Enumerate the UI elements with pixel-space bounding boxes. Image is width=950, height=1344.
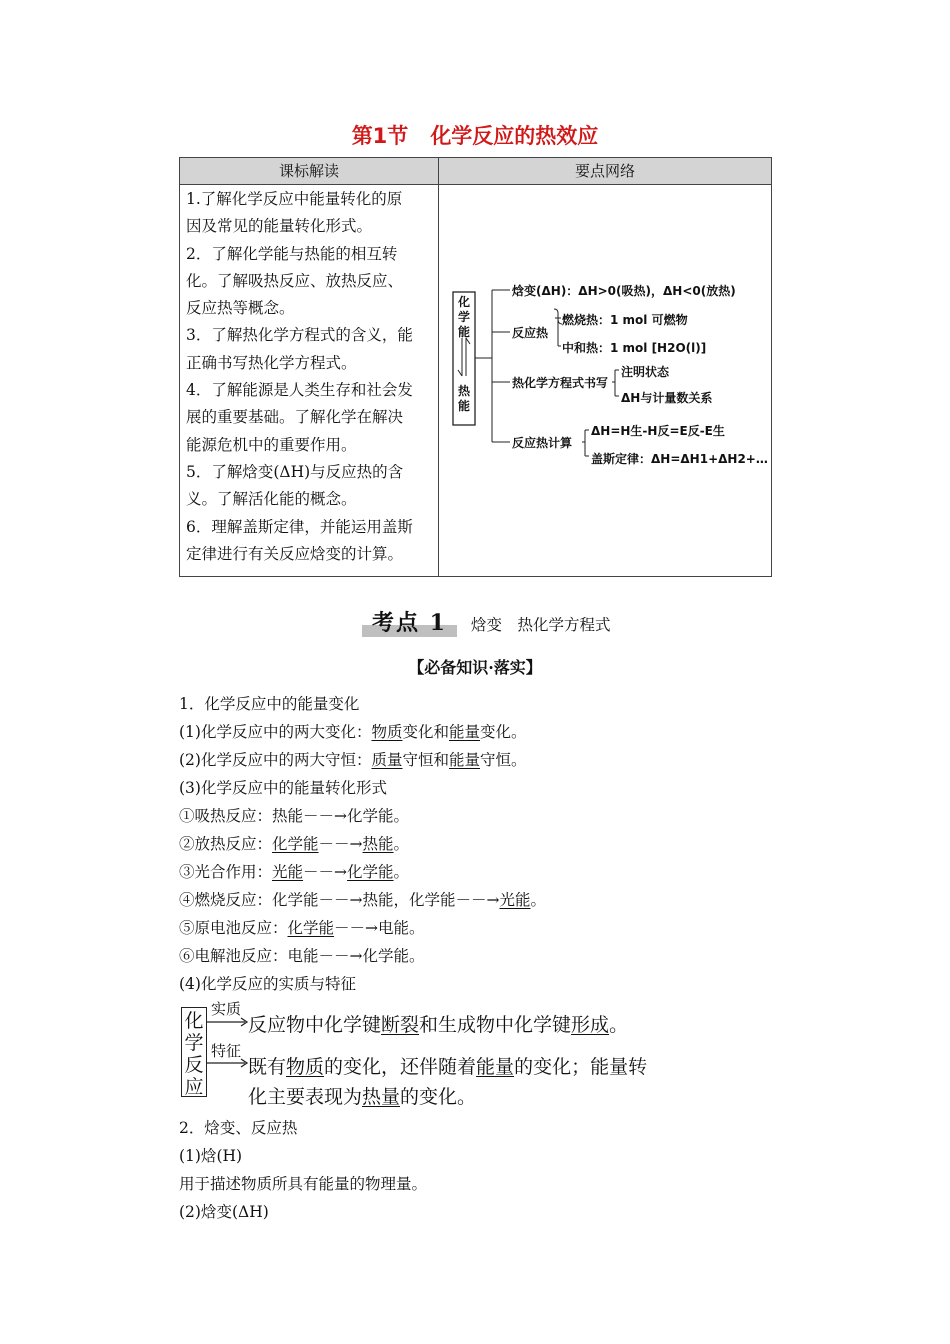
chemical-reaction-box: 化学反应 xyxy=(181,1007,207,1097)
knowledge-heading: 【必备知识·落实】 xyxy=(408,658,542,677)
chemical-energy-label: 化学能 xyxy=(458,295,471,339)
standards-line: 展的重要基础。了解化学在解决 xyxy=(186,408,404,427)
standards-line: 义。了解活化能的概念。 xyxy=(186,490,357,509)
standards-line: 正确书写热化学方程式。 xyxy=(186,353,357,372)
combustion-heat-node: 燃烧热：1 mol 可燃物 xyxy=(562,313,688,327)
network-diagram xyxy=(452,280,768,470)
standards-line: 因及常见的能量转化形式。 xyxy=(186,217,373,236)
standards-line: 2．了解化学能与热能的相互转 xyxy=(186,244,398,263)
body-line: 用于描述物质所具有能量的物理量。 xyxy=(179,1175,428,1193)
body-line: 2．焓变、反应热 xyxy=(179,1119,298,1137)
hess-law-node: 盖斯定律：ΔH=ΔH1+ΔH2+… xyxy=(591,452,768,466)
body-line: (1)焓(H) xyxy=(179,1147,243,1165)
feature-label: 特征 xyxy=(211,1042,242,1060)
body-line: ③光合作用：光能－－→化学能。 xyxy=(179,863,410,881)
col-header-standards: 课标解读 xyxy=(180,158,438,185)
essence-label: 实质 xyxy=(211,1000,242,1018)
coefficient-node: ΔH与计量数关系 xyxy=(621,391,713,405)
body-line: ⑤原电池反应：化学能－－→电能。 xyxy=(179,919,425,937)
neutralization-heat-node: 中和热：1 mol [H2O(l)] xyxy=(562,341,707,355)
standards-line: 1.了解化学反应中能量转化的原 xyxy=(186,190,403,208)
standards-line: 6．理解盖斯定律，并能运用盖斯 xyxy=(186,517,413,536)
exam-point-label: 考点 1 xyxy=(362,606,457,637)
standards-line: 3．了解热化学方程式的含义，能 xyxy=(186,326,413,345)
body-line: (3)化学反应中的能量转化形式 xyxy=(179,779,387,797)
heat-calc-node: 反应热计算 xyxy=(512,436,573,450)
standards-line: 定律进行有关反应焓变的计算。 xyxy=(186,544,404,563)
body-line: (2)焓变(ΔH) xyxy=(179,1203,269,1221)
body-line: (1)化学反应中的两大变化：物质变化和能量变化。 xyxy=(179,723,527,741)
body-line: ⑥电解池反应：电能－－→化学能。 xyxy=(179,947,425,965)
body-line: ①吸热反应：热能－－→化学能。 xyxy=(179,807,409,825)
standards-line: 化。了解吸热反应、放热反应、 xyxy=(186,271,404,290)
feature-text-cont: 化主要表现为热量的变化。 xyxy=(248,1086,477,1108)
section-name: 化学反应的热效应 xyxy=(430,124,599,148)
body-line: (2)化学反应中的两大守恒：质量守恒和能量守恒。 xyxy=(179,751,527,769)
body-line: ④燃烧反应：化学能－－→热能，化学能－－→光能。 xyxy=(179,891,547,909)
state-note-node: 注明状态 xyxy=(621,365,670,379)
heat-energy-label: 热能 xyxy=(458,384,471,413)
thermo-equation-node: 热化学方程式书写 xyxy=(512,376,609,390)
standards-list xyxy=(186,186,434,568)
col-header-network: 要点网络 xyxy=(439,158,771,185)
standards-line: 4．了解能源是人类生存和社会发 xyxy=(186,381,413,400)
body-line: (4)化学反应的实质与特征 xyxy=(179,975,356,993)
standards-line: 5．了解焓变(ΔH)与反应热的含 xyxy=(186,462,404,481)
column-divider xyxy=(438,158,439,576)
exam-point-heading xyxy=(362,606,610,637)
section-number: 第1节 xyxy=(351,124,409,148)
standards-line: 能源危机中的重要作用。 xyxy=(186,435,357,454)
enthalpy-change-node: 焓变(ΔH)：ΔH>0(吸热)，ΔH<0(放热) xyxy=(512,284,736,298)
standards-line: 反应热等概念。 xyxy=(186,299,295,318)
body-line: ②放热反应：化学能－－→热能。 xyxy=(179,835,410,853)
reaction-heat-node: 反应热 xyxy=(512,326,549,340)
delta-h-formula-node: ΔH=H生-H反=E反-E生 xyxy=(591,424,725,438)
exam-point-topic: 焓变 热化学方程式 xyxy=(470,616,611,634)
page-title xyxy=(0,120,950,150)
essence-text: 反应物中化学键断裂和生成物中化学键形成。 xyxy=(248,1014,629,1036)
body-line: 1．化学反应中的能量变化 xyxy=(179,695,360,713)
feature-text: 既有物质的变化，还伴随着能量的变化；能量转 xyxy=(248,1056,648,1078)
